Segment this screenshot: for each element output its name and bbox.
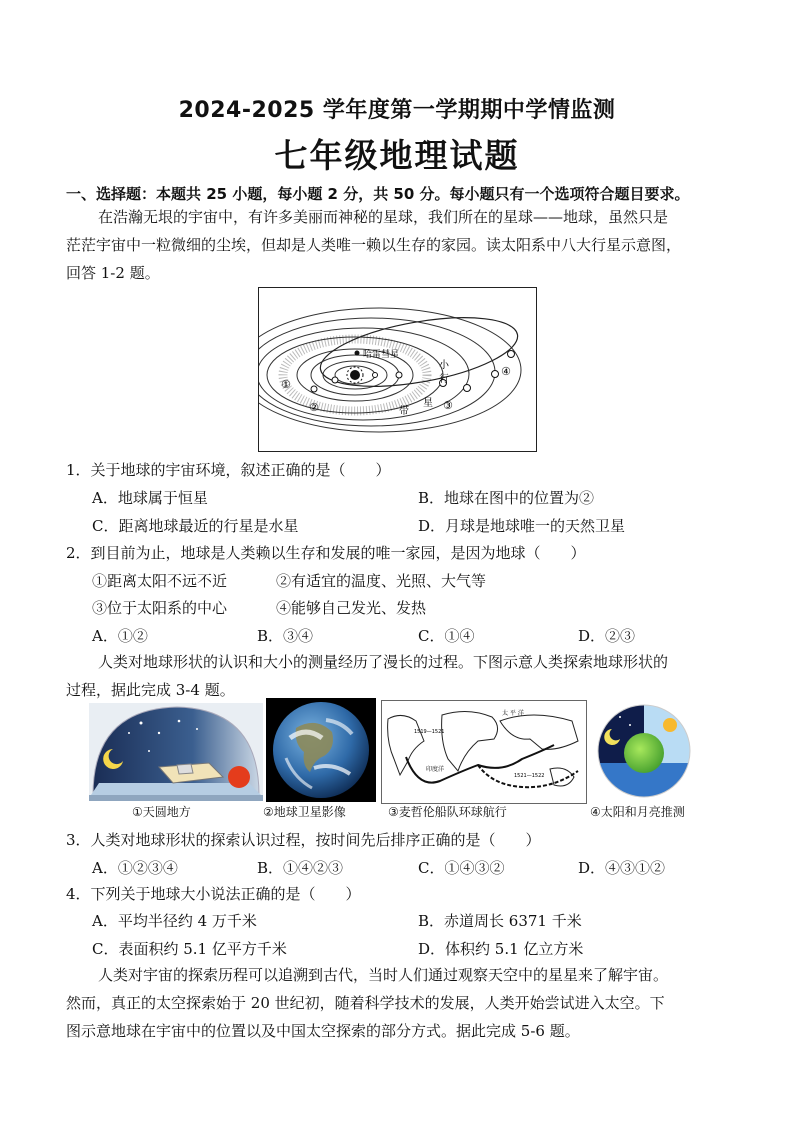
svg-text:太 平 洋: 太 平 洋 [502, 710, 524, 717]
q2-statement-2: ②有适宜的温度、光照、大气等 [276, 572, 487, 590]
solar-system-diagram [259, 288, 536, 451]
q2-option-b: B．③④ [257, 627, 314, 645]
svg-text:1519—1521: 1519—1521 [414, 729, 445, 735]
marker-4: ④ [501, 365, 511, 378]
intro3-line2: 然而，真正的太空探索始于 20 世纪初，随着科学技术的发展，人类开始尝试进入太空。下 [66, 994, 665, 1012]
marker-2: ② [309, 401, 319, 414]
intro3-line3: 图示意地球在宇宙中的位置以及中国太空探索的部分方式。据此完成 5-6 题。 [66, 1022, 580, 1040]
intro1-line2: 茫茫宇宙中一粒微细的尘埃，但却是人类唯一赖以生存的家园。读太阳系中八大行星示意图， [66, 236, 682, 254]
sun-icon [350, 370, 360, 380]
sun-icon [228, 766, 250, 788]
section-heading: 一、选择题：本题共 25 小题，每小题 2 分，共 50 分。每小题只有一个选项符合题目要求。 [66, 185, 690, 203]
dome-illustration [89, 703, 263, 801]
solar-system-figure [258, 287, 537, 452]
q4-stem: 4．下列关于地球大小说法正确的是（ ） [66, 885, 361, 903]
svg-text:小: 小 [439, 360, 449, 371]
q3-stem: 3．人类对地球形状的探索认识过程，按时间先后排序正确的是（ ） [66, 831, 541, 849]
q4-option-c: C．表面积约 5.1 亿平方千米 [92, 940, 287, 958]
intro2-line1: 人类对地球形状的认识和大小的测量经历了漫长的过程。下图示意人类探索地球形状的 [98, 653, 669, 671]
q4-option-a: A．平均半径约 4 万千米 [92, 912, 257, 930]
marker-1: ① [281, 378, 291, 391]
svg-text:1521—1522: 1521—1522 [514, 773, 545, 779]
q4-option-b: B．赤道周长 6371 千米 [418, 912, 582, 930]
q1-option-d: D．月球是地球唯一的天然卫星 [418, 517, 626, 535]
q3-option-b: B．①④②③ [257, 859, 344, 877]
orbit-7 [259, 318, 495, 426]
q3-option-c: C．①④③② [418, 859, 505, 877]
exam-title-line1: 2024-2025 学年度第一学期期中学情监测 [178, 98, 616, 123]
svg-text:行: 行 [439, 374, 449, 385]
caption-2: ②地球卫星影像 [263, 805, 346, 819]
globe-icon [624, 733, 664, 773]
intro2-line2: 过程，据此完成 3-4 题。 [66, 681, 235, 699]
caption-3: ③麦哲伦船队环球航行 [388, 805, 507, 819]
sun-moon-illustration [596, 703, 692, 799]
svg-text:印度洋: 印度洋 [426, 766, 445, 773]
marker-3: ③ [443, 399, 453, 412]
caption-1: ①天圆地方 [132, 805, 191, 819]
q1-option-a: A．地球属于恒星 [92, 489, 208, 507]
intro1-line1: 在浩瀚无垠的宇宙中，有许多美丽而神秘的星球，我们所在的星球——地球，虽然只是 [98, 208, 669, 226]
q3-option-d: D．④③①② [578, 859, 666, 877]
q2-statement-1: ①距离太阳不远不近 [92, 572, 228, 590]
svg-text:星: 星 [423, 398, 433, 409]
q2-option-a: A．①② [92, 627, 148, 645]
q1-option-c: C．距离地球最近的行星是水星 [92, 517, 299, 535]
intro3-line1: 人类对宇宙的探索历程可以追溯到古代，当时人们通过观察天空中的星星来了解宇宙。 [98, 966, 669, 984]
q2-stem: 2．到目前为止，地球是人类赖以生存和发展的唯一家园，是因为地球（ ） [66, 544, 586, 562]
q2-option-d: D．②③ [578, 627, 636, 645]
q2-statement-3: ③位于太阳系的中心 [92, 599, 228, 617]
comet-icon [355, 351, 360, 356]
q1-stem: 1．关于地球的宇宙环境，叙述正确的是（ ） [66, 461, 391, 479]
q1-option-b: B．地球在图中的位置为② [418, 489, 595, 507]
svg-text:带: 带 [399, 406, 409, 417]
sun-icon [663, 718, 677, 732]
exam-title-line2: 七年级地理试题 [274, 136, 520, 175]
intro1-line3: 回答 1-2 题。 [66, 264, 160, 282]
q2-statement-4: ④能够自己发光、发热 [276, 599, 427, 617]
magellan-route-map [381, 700, 587, 804]
q3-option-a: A．①②③④ [92, 859, 178, 877]
comet-label: 哈雷彗星 [363, 350, 400, 360]
q2-option-c: C．①④ [418, 627, 475, 645]
earth-satellite-photo [266, 698, 376, 802]
caption-4: ④太阳和月亮推测 [590, 805, 685, 819]
q4-option-d: D．体积约 5.1 亿立方米 [418, 940, 584, 958]
